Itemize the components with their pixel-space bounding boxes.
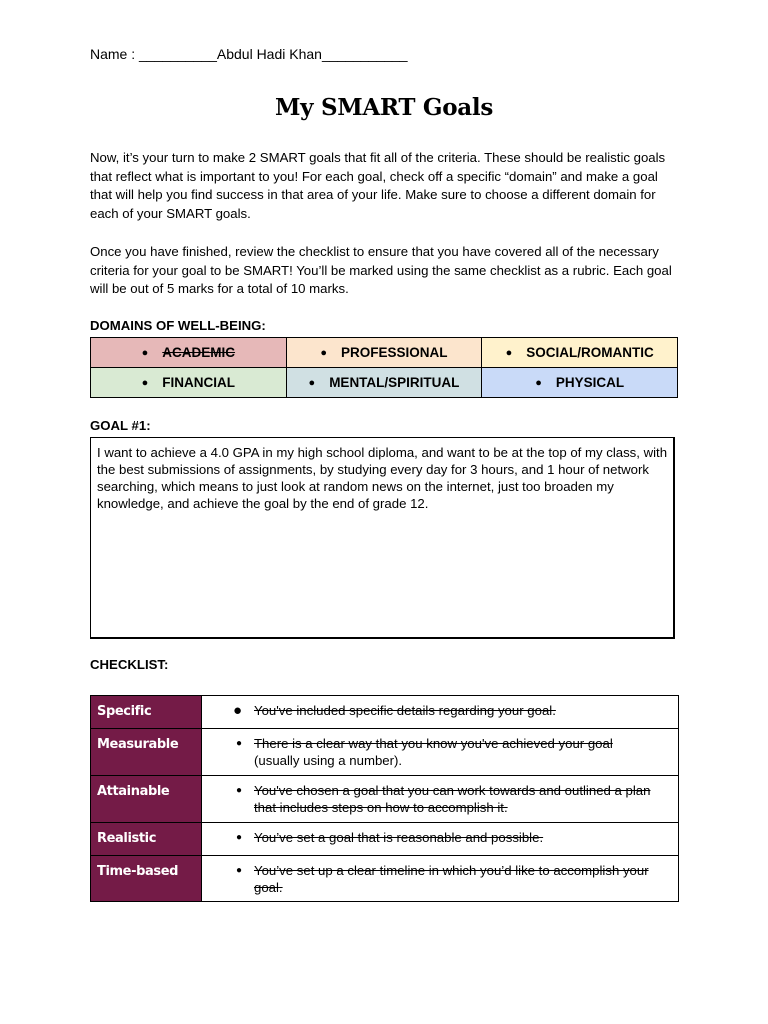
intro-paragraph-1: Now, it’s your turn to make 2 SMART goals that fit all of the criteria. These should be realistic goals that reflect what is important to you! For each goal, check off a specific “domain” and make a goal that will help you find success in that area of your life. Make sure to choose a different domain for each of your SMART goals. [90, 150, 666, 222]
criterion-description [202, 856, 679, 902]
bullet-icon: ● [235, 865, 242, 876]
intro-paragraph-2: Once you have finished, review the checklist to ensure that you have covered all of the necessary criteria for your goal to be SMART! You’ll be marked using the same checklist as a rubric. Each goal will be out of 5 marks for a total of 10 marks. [90, 244, 672, 297]
domains-heading: DOMAINS OF WELL-BEING: [90, 318, 266, 333]
domain-cell-financial[interactable] [91, 368, 287, 398]
criterion-label: Time-based [91, 856, 202, 902]
domain-cell-academic[interactable] [91, 338, 287, 368]
criterion-description [202, 776, 679, 823]
criterion-label: Specific [91, 696, 202, 729]
criterion-label: Realistic [91, 823, 202, 856]
bullet-icon: ● [505, 347, 513, 359]
plain-text: (usually using a number). [254, 752, 403, 768]
bullet-icon: ● [535, 377, 542, 389]
domain-cell-professional[interactable] [286, 338, 482, 368]
page-title: My SMART Goals [275, 94, 493, 121]
bullet-icon: ● [308, 377, 316, 389]
struck-text: You’ve set a goal that is reasonable and possible. [254, 830, 544, 845]
criterion-description [202, 729, 679, 776]
struck-text: You’ve set up a clear timeline in which you’d like to accomplish your goal. [254, 863, 649, 895]
criterion-description [202, 696, 679, 729]
domain-label: ACADEMIC [162, 345, 236, 360]
bullet-icon: ● [141, 377, 149, 389]
struck-text: You've chosen a goal that you can work towards and outlined a plan that includes steps on how to accomplish it. [254, 783, 651, 815]
criterion-description [202, 823, 679, 856]
checklist-row-time-based [91, 856, 679, 902]
bullet-icon: ● [320, 347, 328, 359]
domain-cell-social-romantic[interactable] [482, 338, 678, 368]
domain-label: PROFESSIONAL [341, 345, 448, 360]
domain-label: PHYSICAL [555, 375, 625, 390]
goal-1-text-box[interactable]: I want to achieve a 4.0 GPA in my high school diploma, and want to be at the top of my class, with the best submissions of assignments, by studying every day for 3 hours, and 1 hour of network searching, which means to just look at random news on the internet, just too broaden my knowledge, and achieve the goal by the end of grade 12. [90, 437, 675, 639]
checklist-row-measurable [91, 729, 679, 776]
checklist-heading: CHECKLIST: [90, 657, 169, 672]
struck-text: You've included specific details regarding your goal. [254, 703, 556, 718]
criterion-label: Attainable [91, 776, 202, 823]
student-name-line: Name : __________Abdul Hadi Khan___________ [90, 46, 408, 62]
checklist-row-attainable [91, 776, 679, 823]
criterion-label: Measurable [91, 729, 202, 776]
goal-1-heading: GOAL #1: [90, 418, 151, 433]
bullet-icon: ● [235, 832, 242, 843]
bullet-icon: ● [235, 738, 242, 749]
domain-label: SOCIAL/ROMANTIC [526, 345, 654, 360]
struck-text: There is a clear way that you know you've achieved your goal [254, 736, 613, 751]
bullet-icon: ● [235, 785, 242, 796]
bullet-icon: ● [232, 702, 242, 719]
checklist-table [90, 695, 679, 902]
domain-cell-mental-spiritual[interactable] [286, 368, 482, 398]
domain-label: MENTAL/SPIRITUAL [329, 375, 460, 390]
domains-table [90, 337, 678, 398]
checklist-row-specific [91, 696, 679, 729]
checklist-row-realistic [91, 823, 679, 856]
domain-cell-physical[interactable] [482, 368, 678, 398]
domain-label: FINANCIAL [162, 375, 236, 390]
bullet-icon: ● [141, 347, 149, 359]
